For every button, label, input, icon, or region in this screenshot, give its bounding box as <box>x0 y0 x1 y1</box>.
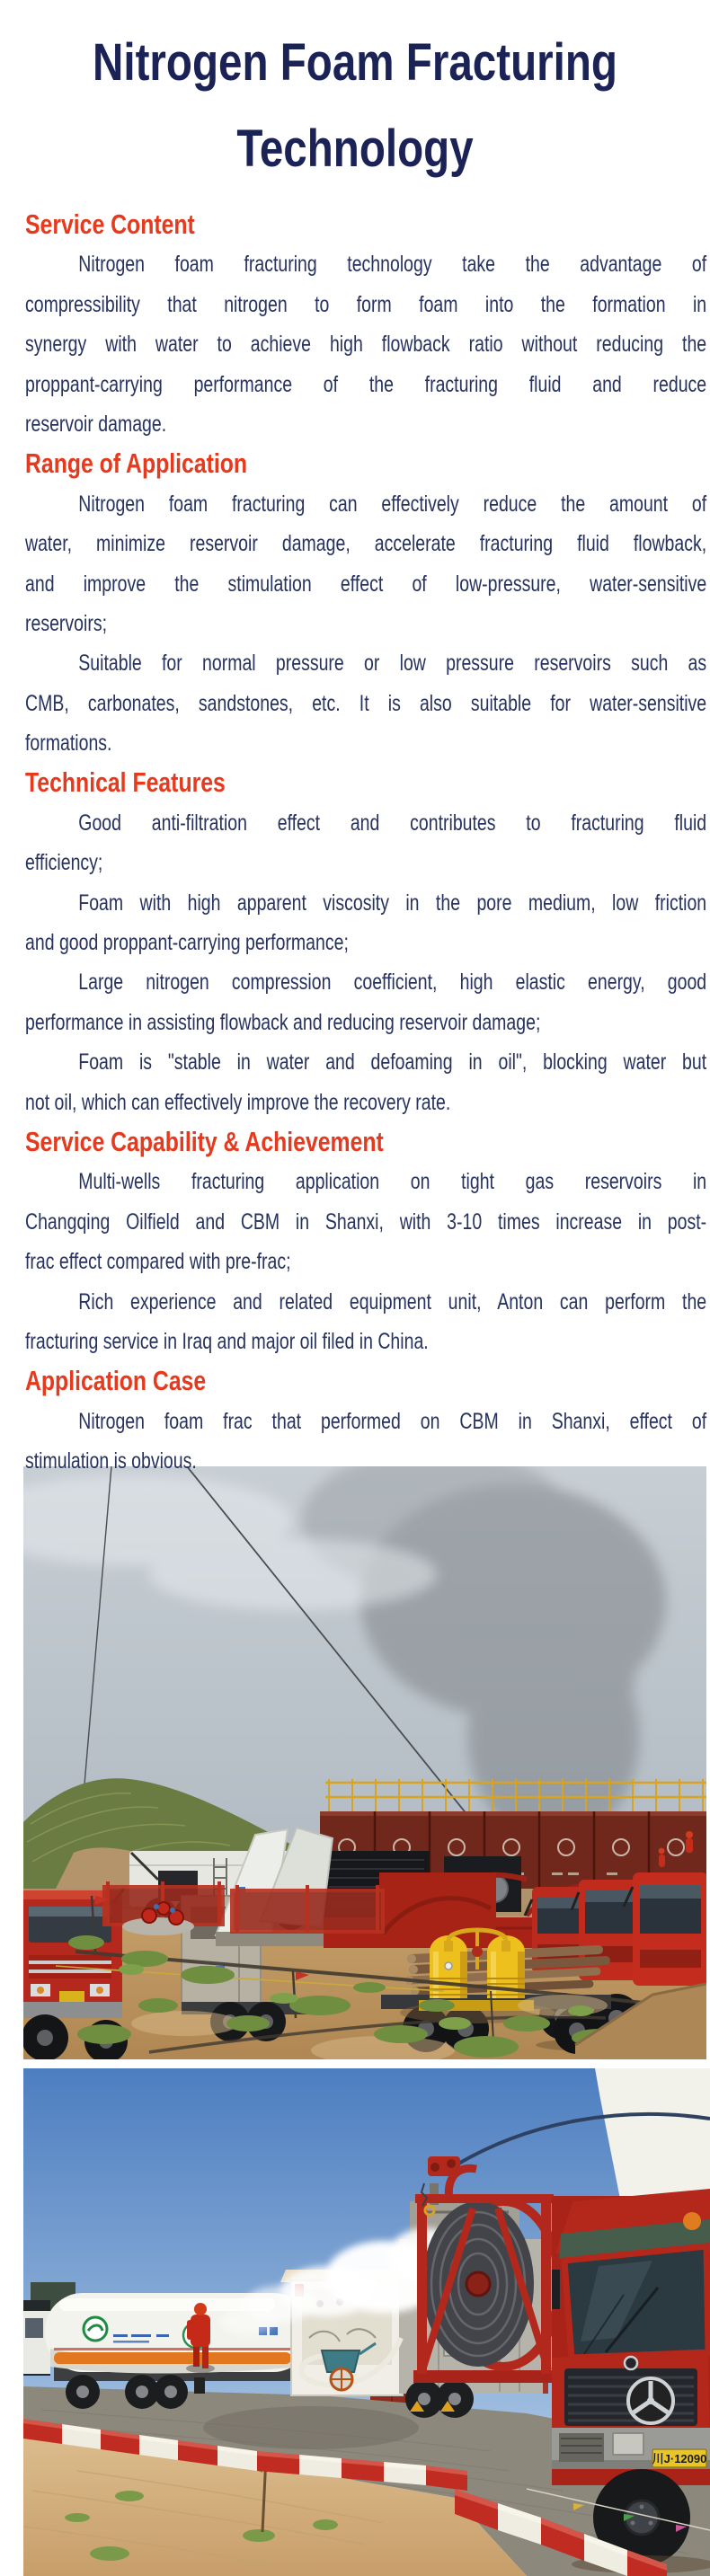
body-line: Nitrogen foam fracturing technology take the advantage of <box>78 252 707 278</box>
page-title <box>0 0 710 192</box>
body-line: and improve the stimulation effect of low-pressure, water-sensitive <box>25 571 707 597</box>
body-line: Large nitrogen compression coefficient, high elastic energy, good <box>78 969 707 996</box>
nitrogen-pumping-photo <box>23 2068 710 2576</box>
brand-star-badge-icon <box>625 2357 637 2369</box>
body-line: water, minimize reservoir damage, accelerate fracturing fluid flowback, <box>25 531 707 557</box>
section-heading-range-of-application: Range of Application <box>25 447 248 480</box>
page-title-line1: Nitrogen Foam Fracturing <box>93 33 617 92</box>
body-line: Changqing Oilfield and CBM in Shanxi, with 3-10 times increase in post- <box>25 1208 707 1235</box>
section-heading-technical-features: Technical Features <box>25 766 226 799</box>
body-line: fracturing service in Iraq and major oil filed in China. <box>25 1328 429 1354</box>
body-line: frac effect compared with pre-frac; <box>25 1249 291 1275</box>
section-heading-application-case: Application Case <box>25 1365 207 1397</box>
hardhat-icon <box>683 2212 701 2230</box>
body-line: stimulation is obvious. <box>25 1448 197 1474</box>
body-line: proppant-carrying performance of the fracturing fluid and reduce <box>25 371 707 397</box>
license-plate-text: 川J·12090 <box>652 2451 707 2465</box>
document-body <box>0 205 710 1482</box>
body-line: efficiency; <box>25 850 103 876</box>
body-line: reservoir damage. <box>25 411 167 437</box>
wet-patch <box>203 2406 419 2449</box>
license-plate <box>652 2449 707 2467</box>
body-line: Multi-wells fracturing application on tight gas reservoirs in <box>78 1169 707 1195</box>
body-line: Suitable for normal pressure or low pressure reservoirs such as <box>78 651 707 677</box>
section-heading-service-content: Service Content <box>25 208 195 240</box>
section-heading-service-capability: Service Capability & Achievement <box>25 1125 384 1157</box>
body-line: performance in assisting flowback and reducing reservoir damage; <box>25 1009 541 1035</box>
body-line: not oil, which can effectively improve the recovery rate. <box>25 1089 451 1115</box>
body-line: Rich experience and related equipment unit, Anton can perform the <box>78 1288 707 1315</box>
body-line: reservoirs; <box>25 610 108 636</box>
body-line: Foam with high apparent viscosity in the pore medium, low friction <box>78 890 707 916</box>
page-title-line2: Technology <box>236 120 474 178</box>
body-line: Foam is "stable in water and defoaming in oil", blocking water but <box>78 1049 707 1076</box>
body-line: Good anti-filtration effect and contributes to fracturing fluid <box>78 810 707 836</box>
manifold-skids <box>104 1881 383 1935</box>
body-line: CMB, carbonates, sandstones, etc. It is also suitable for water-sensitive <box>25 690 707 716</box>
frac-site-photo <box>23 1466 706 2059</box>
body-line: Nitrogen foam frac that performed on CBM in Shanxi, effect of <box>78 1408 707 1434</box>
body-line: Nitrogen foam fracturing can effectively reduce the amount of <box>78 491 707 517</box>
brand-star-icon <box>628 2378 673 2423</box>
body-line: and good proppant-carrying performance; <box>25 930 349 956</box>
body-line: synergy with water to achieve high flowback ratio without reducing the <box>25 332 707 358</box>
body-line: compressibility that nitrogen to form foam into the formation in <box>25 291 707 317</box>
body-line: formations. <box>25 730 112 757</box>
